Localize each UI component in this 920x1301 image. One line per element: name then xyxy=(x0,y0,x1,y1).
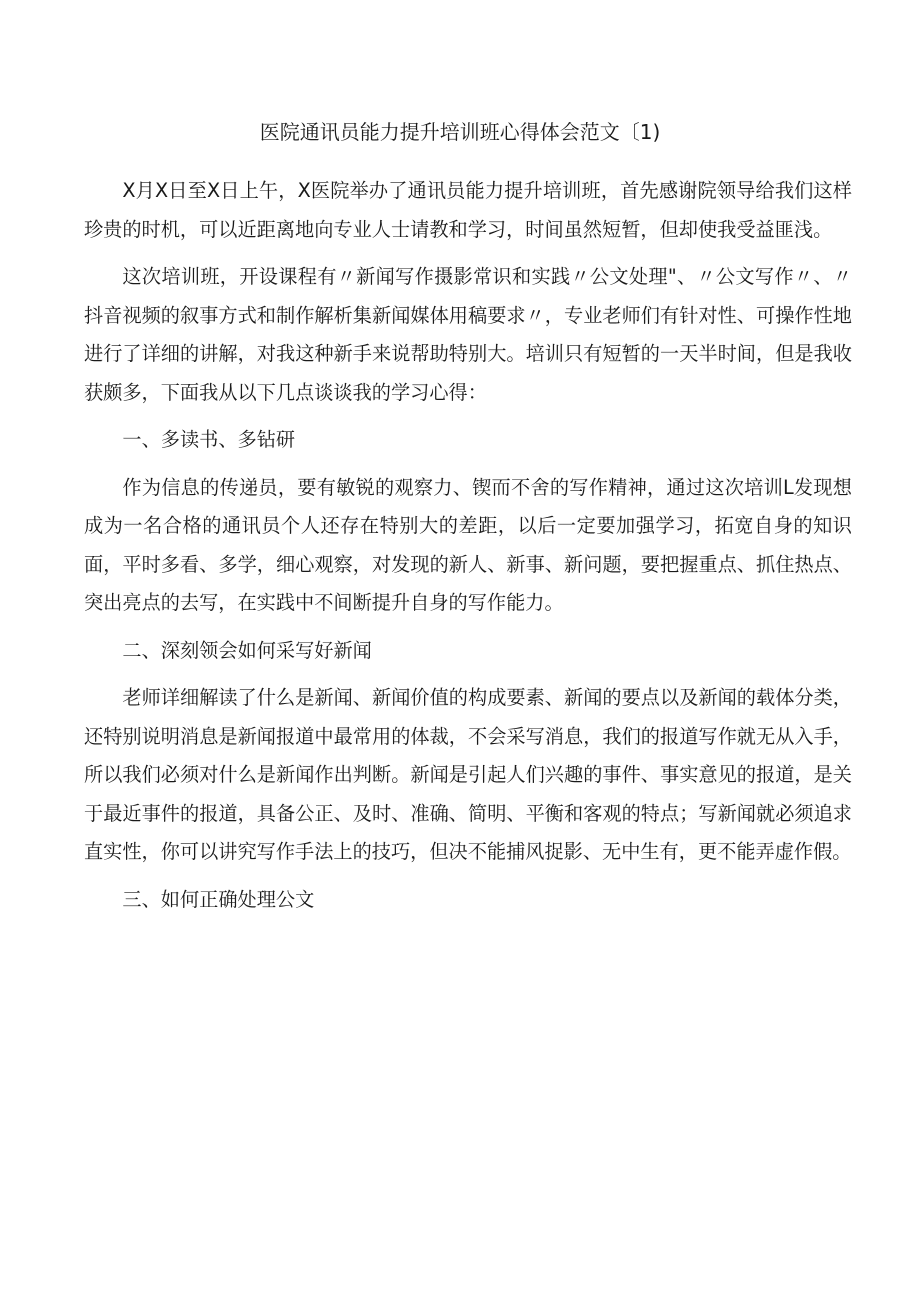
section-heading-1: 一、多读书、多钻研 xyxy=(122,428,296,451)
course-paragraph: 这次培训班，开设课程有〃新闻写作摄影常识和实践〃公文处理"、〃公文写作〃、〃抖音视频的叙事方式和制作解析集新闻媒体用稿要求〃，专业老师们有针对性、可操作性地进行了详细的讲解，对我这种新手来说帮助特别大。培训只有短暂的一天半时间，但是我收获颇多，下面我从以下几点谈谈我的学习心得： xyxy=(84,265,852,404)
section-text-1: 作为信息的传递员，要有敏锐的观察力、锲而不舍的写作精神，通过这次培训L发现想成为一名合格的通讯员个人还存在特别大的差距，以后一定要加强学习，拓宽自身的知识面，平时多看、多学，细心观察，对发现的新人、新事、新问题，要把握重点、抓住热点、突出亮点的去写，在实践中不间断提升自身的写作能力。 xyxy=(84,475,852,614)
document-body xyxy=(84,172,852,928)
section-heading-3: 三、如何正确处理公文 xyxy=(122,887,315,911)
intro-paragraph: X月X日至X日上午，X医院举办了通讯员能力提升培训班，首先感谢院领导给我们这样珍贵的时机，可以近距离地向专业人士请教和学习，时间虽然短暂，但却使我受益匪浅。 xyxy=(84,179,852,241)
section-heading-2: 二、深刻领会如何采写好新闻 xyxy=(122,638,372,662)
section-text-2: 老师详细解读了什么是新闻、新闻价值的构成要素、新闻的要点以及新闻的载体分类，还特别说明消息是新闻报道中最常用的体裁，不会采写消息，我们的报道写作就无从入手，所以我们必须对什么是新闻作出判断。新闻是引起人们兴趣的事件、事实意见的报道，是关于最近事件的报道，具备公正、及时、准确、简明、平衡和客观的特点；写新闻就必须追求直实性，你可以讲究写作手法上的技巧，但决不能捕风捉影、无中生有，更不能弄虚作假。 xyxy=(84,686,852,863)
document-title: 医院通讯员能力提升培训班心得体会范文〔1) xyxy=(259,120,661,144)
